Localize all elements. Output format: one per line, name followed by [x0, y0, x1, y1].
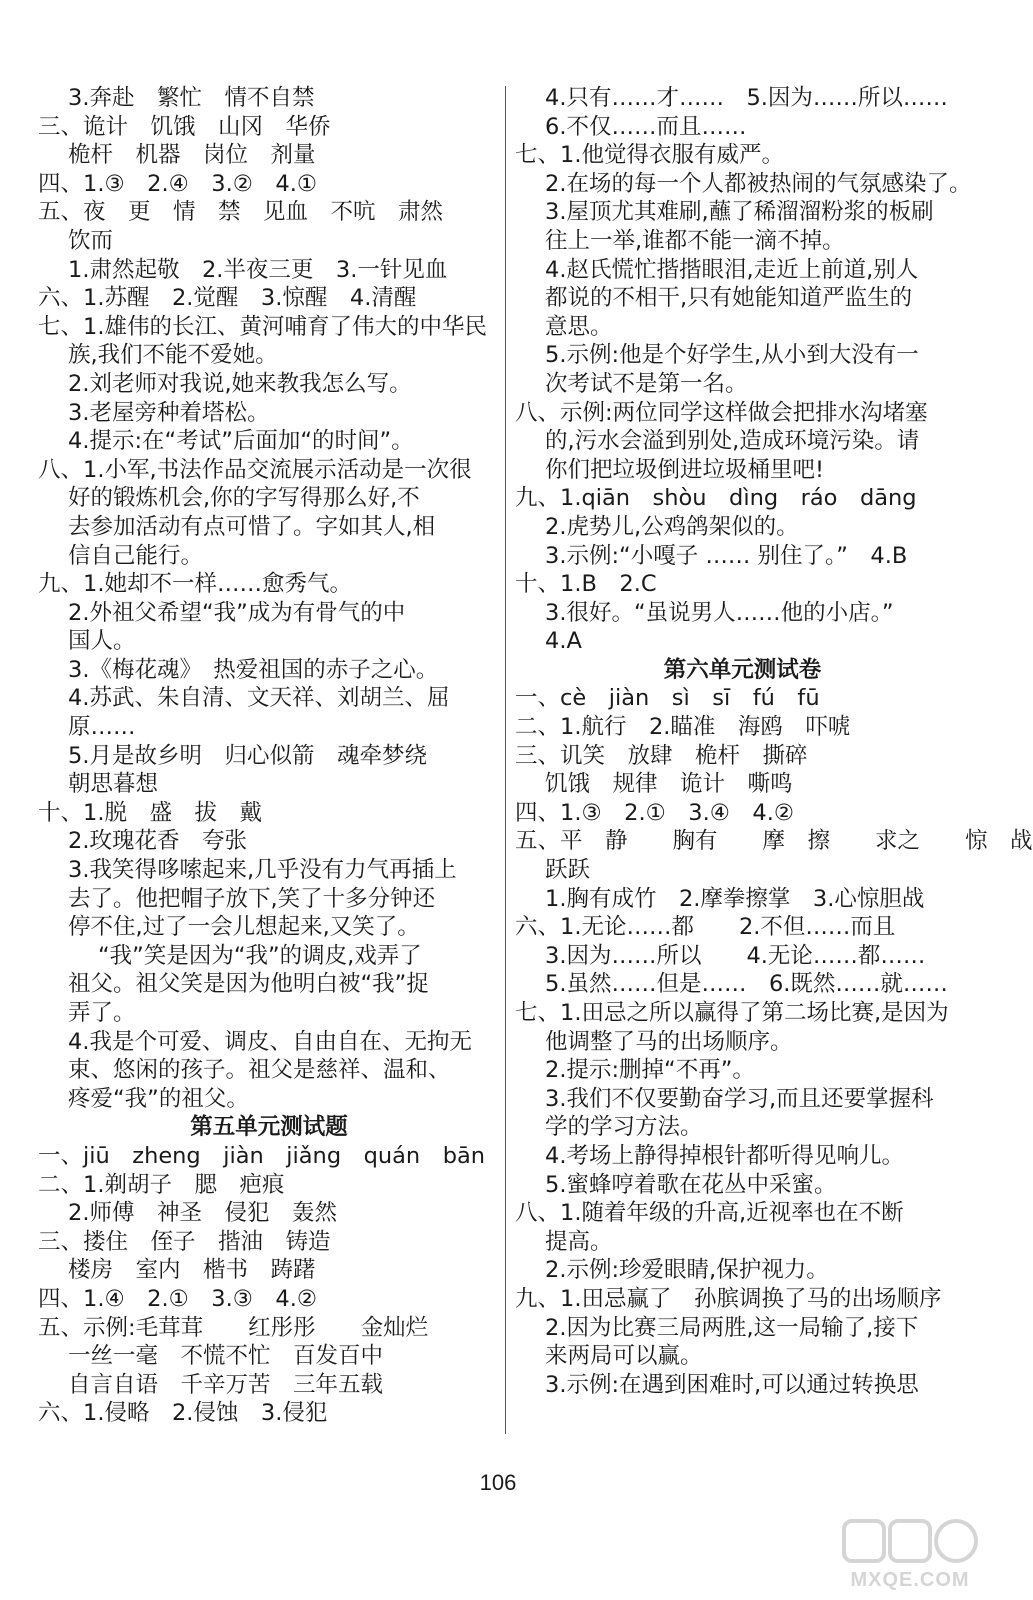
watermark-logo: [840, 1515, 980, 1595]
answer-line: 一、jiū zheng jiàn jiǎng quán bān: [38, 1142, 486, 1169]
answer-line: 2.刘老师对我说,她来教我怎么写。: [68, 370, 412, 397]
answer-line: 祖父。祖父笑是因为他明白被“我”捉: [68, 971, 429, 998]
answer-line: 去参加活动有点可惜了。字如其人,相: [68, 513, 436, 540]
answer-line: 六、1.无论……都 2.不但……而且: [515, 914, 896, 941]
answer-line: “我”笑是因为“我”的调皮,戏弄了: [98, 942, 422, 969]
answer-line: 四、1.③ 2.④ 3.② 4.①: [38, 170, 318, 197]
answer-line: 三、诡计 饥饿 山冈 华侨: [38, 113, 331, 140]
answer-line: 3.很好。“虽说男人……他的小店。”: [545, 599, 894, 626]
answer-line: 你们把垃圾倒进垃圾桶里吧!: [545, 456, 825, 483]
answer-line: 朝思暮想: [68, 771, 159, 798]
answer-line: 一丝一毫 不慌不忙 百发百中: [68, 1343, 384, 1370]
answer-line: 往上一举,谁都不能一滴不掉。: [545, 227, 845, 254]
answer-line: 八、示例:两位同学这样做会把排水沟堵塞: [515, 399, 928, 426]
answer-line: 3.我们不仅要勤奋学习,而且还要掌握科: [545, 1085, 934, 1112]
section-heading: 第六单元测试卷: [663, 656, 822, 683]
answer-line: 2.外祖父希望“我”成为有骨气的中: [68, 599, 406, 626]
answer-line: 饥饿 规律 诡计 嘶鸣: [545, 771, 793, 798]
answer-line: 七、1.他觉得衣服有威严。: [515, 142, 784, 169]
answer-line: 饮而: [68, 227, 114, 254]
answer-line: 6.不仅……而且……: [545, 113, 747, 140]
answer-line: 5.示例:他是个好学生,从小到大没有一: [545, 342, 919, 369]
answer-line: 4.赵氏慌忙揩揩眼泪,走近上前道,别人: [545, 256, 919, 283]
answer-line: 次考试不是第一名。: [545, 370, 748, 397]
watermark-text: MXQE.COM: [850, 1569, 970, 1591]
answer-line: 弄了。: [68, 1000, 136, 1026]
column-divider: [505, 86, 506, 1434]
answer-line: 三、搂住 侄子 揩油 铸造: [38, 1228, 331, 1255]
right-column: [515, 84, 1033, 1399]
answer-line: 七、1.田忌之所以赢得了第二场比赛,是因为: [515, 1000, 949, 1026]
answer-line: 五、示例:毛茸茸 红彤彤 金灿烂: [38, 1314, 429, 1341]
answer-line: 九、1.qiān shòu dìng ráo dāng: [515, 485, 917, 512]
answer-line: 二、1.剃胡子 腮 疤痕: [38, 1171, 285, 1198]
answer-line: 族,我们不能不爱她。: [68, 342, 278, 369]
answer-line: 九、1.她却不一样……愈秀气。: [38, 571, 352, 598]
section-heading: 第五单元测试题: [190, 1114, 348, 1141]
answer-line: 3.老屋旁种着塔松。: [68, 399, 270, 426]
answer-line: 2.虎势儿,公鸡鸽架似的。: [545, 513, 799, 540]
answer-line: 八、1.小军,书法作品交流展示活动是一次很: [38, 456, 472, 483]
answer-line: 六、1.侵略 2.侵蚀 3.侵犯: [38, 1400, 328, 1427]
answer-line: 六、1.苏醒 2.觉醒 3.惊醒 4.清醒: [38, 285, 417, 312]
answer-line: 五、平 静 胸有 摩 擦 求之 惊 战: [515, 828, 1033, 855]
left-column: [38, 84, 500, 1428]
answer-line: 4.A: [545, 628, 582, 655]
answer-line: 1.胸有成竹 2.摩拳擦掌 3.心惊胆战: [545, 885, 925, 912]
answer-line: 3.我笑得哆嗦起来,几乎没有力气再插上: [68, 857, 457, 884]
answer-line: 原……: [68, 714, 136, 741]
answer-line: 2.师傅 神圣 侵犯 轰然: [68, 1200, 337, 1227]
answer-line: 1.肃然起敬 2.半夜三更 3.一针见血: [68, 256, 448, 283]
answer-line: 4.苏武、朱自清、文天祥、刘胡兰、屈: [68, 685, 450, 712]
answer-line: 3.示例:在遇到困难时,可以通过转换思: [545, 1371, 919, 1398]
answer-line: 桅杆 机器 岗位 剂量: [68, 142, 316, 169]
answer-line: 五、夜 更 情 禁 见血 不吭 肃然: [38, 199, 444, 226]
answer-line: 八、1.随着年级的升高,近视率也在不断: [515, 1200, 904, 1227]
answer-line: 二、1.航行 2.瞄准 海鸥 吓唬: [515, 714, 851, 741]
answer-line: 去了。他把帽子放下,笑了十多分钟还: [68, 885, 436, 912]
answer-line: 2.示例:珍爱眼睛,保护视力。: [545, 1257, 829, 1284]
answer-line: 四、1.④ 2.① 3.③ 4.②: [38, 1285, 318, 1312]
answer-line: 十、1.B 2.C: [515, 571, 657, 598]
answer-line: 5.月是故乡明 归心似箭 魂牵梦绕: [68, 742, 427, 769]
answer-line: 5.蜜蜂哼着歌在花丛中采蜜。: [545, 1171, 837, 1198]
watermark-icon: [840, 1515, 980, 1571]
answer-line: 3.因为……所以 4.无论……都……: [545, 942, 926, 969]
answer-line: 4.考场上静得掉根针都听得见响儿。: [545, 1142, 904, 1169]
answer-line: 四、1.③ 2.① 3.④ 4.②: [515, 799, 795, 826]
answer-line: 三、讥笑 放肆 桅杆 撕碎: [515, 742, 808, 769]
answer-line: 2.因为比赛三局两胜,这一局输了,接下: [545, 1314, 919, 1341]
answer-line: 2.在场的每一个人都被热闹的气氛感染了。: [545, 170, 972, 197]
answer-line: 来两局可以赢。: [545, 1343, 703, 1370]
answer-line: 停不住,过了一会儿想起来,又笑了。: [68, 914, 420, 941]
answer-line: 跃跃: [545, 857, 591, 884]
answer-line: 一、cè jiàn sì sī fú fū: [515, 685, 820, 712]
answer-line: 束、悠闲的孩子。祖父是慈祥、温和、: [68, 1057, 451, 1084]
page-number: 106: [479, 1470, 517, 1495]
answer-line: 九、1.田忌赢了 孙膑调换了马的出场顺序: [515, 1285, 942, 1312]
answer-line: 国人。: [68, 628, 136, 655]
answer-line: 3.屋顶尤其难刷,蘸了稀溜溜粉浆的板刷: [545, 199, 934, 226]
answer-line: 好的锻炼机会,你的字写得那么好,不: [68, 485, 420, 512]
answer-line: 3.《梅花魂》 热爱祖国的赤子之心。: [68, 656, 439, 683]
answer-line: 七、1.雄伟的长江、黄河哺育了伟大的中华民: [38, 313, 487, 340]
answer-line: 他调整了马的出场顺序。: [545, 1028, 793, 1055]
answer-line: 的,污水会溢到别处,造成环境污染。请: [545, 428, 920, 455]
answer-line: 信自己能行。: [68, 542, 204, 569]
answer-line: 楼房 室内 楷书 踌躇: [68, 1257, 316, 1284]
answer-line: 提高。: [545, 1228, 613, 1255]
answer-line: 4.提示:在“考试”后面加“的时间”。: [68, 428, 414, 455]
answer-line: 学的学习方法。: [545, 1114, 703, 1141]
answer-line: 4.只有……才…… 5.因为……所以……: [545, 85, 948, 111]
answer-line: 自言自语 千辛万苦 三年五载: [68, 1371, 384, 1398]
answer-line: 2.玫瑰花香 夸张: [68, 828, 247, 855]
answer-line: 疼爱“我”的祖父。: [68, 1085, 249, 1112]
answer-line: 4.我是个可爱、调皮、自由自在、无拘无: [68, 1028, 472, 1055]
answer-line: 3.奔赴 繁忙 情不自禁: [68, 85, 315, 111]
answer-line: 都说的不相干,只有她能知道严监生的: [545, 285, 913, 312]
answer-line: 十、1.脱 盛 拔 戴: [38, 799, 262, 826]
answer-line: 5.虽然……但是…… 6.既然……就……: [545, 971, 948, 998]
answer-line: 3.示例:“小嘎子 …… 别住了。” 4.B: [545, 542, 908, 569]
answer-line: 意思。: [545, 313, 613, 340]
answer-line: 2.提示:删掉“不再”。: [545, 1057, 755, 1084]
